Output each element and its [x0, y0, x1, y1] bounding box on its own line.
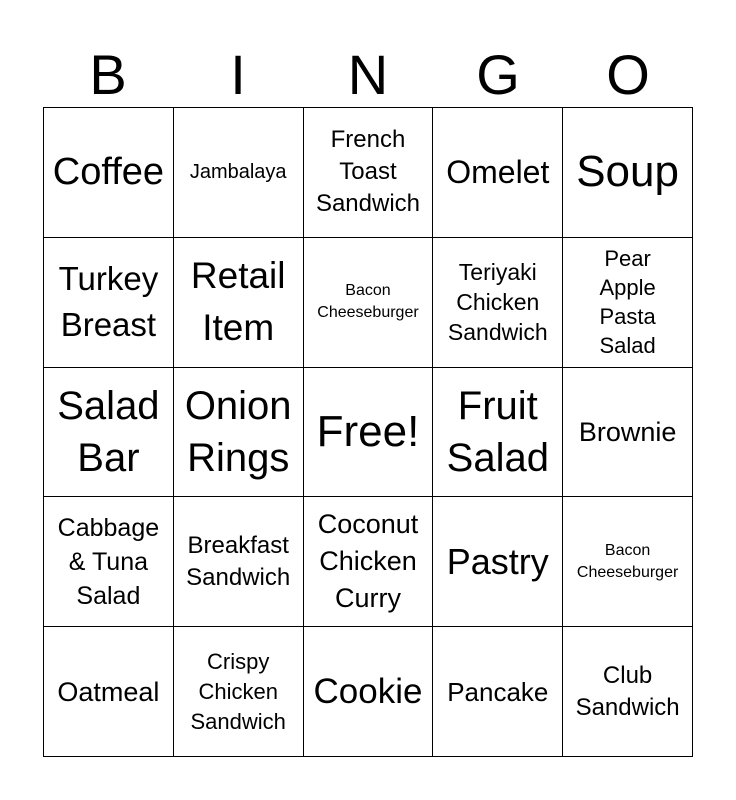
- cell-label: Pancake: [447, 676, 549, 707]
- bingo-cell-r1c5[interactable]: [563, 108, 693, 238]
- cell-label: Retail Item: [190, 255, 286, 349]
- bingo-cell-r5c3[interactable]: [304, 627, 434, 757]
- cell-label: Fruit Salad: [446, 383, 549, 480]
- cell-label: Bacon Cheeseburger: [317, 282, 419, 322]
- header-letter-g: G: [476, 43, 520, 106]
- bingo-cell-r4c5[interactable]: [563, 497, 693, 627]
- cell-label: Jambalaya: [189, 161, 287, 184]
- bingo-cell-r3c5[interactable]: [563, 368, 693, 498]
- bingo-cell-r2c4[interactable]: [433, 238, 563, 368]
- bingo-header: [43, 44, 693, 106]
- free-space-label: Free!: [316, 406, 420, 456]
- bingo-cell-r4c2[interactable]: [174, 497, 304, 627]
- cell-label: Salad Bar: [57, 383, 160, 480]
- bingo-cell-r1c2[interactable]: [174, 108, 304, 238]
- header-letter-o: O: [606, 43, 650, 106]
- cell-label: Pear Apple Pasta Salad: [599, 246, 656, 359]
- bingo-cell-r5c4[interactable]: [433, 627, 563, 757]
- bingo-cell-r2c2[interactable]: [174, 238, 304, 368]
- bingo-cell-r4c1[interactable]: [44, 497, 174, 627]
- cell-label: French Toast Sandwich: [315, 126, 421, 218]
- cell-label: Oatmeal: [57, 676, 160, 707]
- cell-label: Cookie: [313, 671, 423, 711]
- cell-label: Turkey Breast: [58, 260, 159, 344]
- bingo-cell-r5c5[interactable]: [563, 627, 693, 757]
- bingo-cell-r5c2[interactable]: [174, 627, 304, 757]
- bingo-cell-r3c4[interactable]: [433, 368, 563, 498]
- cell-label: Cabbage & Tuna Salad: [57, 513, 160, 610]
- cell-label: Pastry: [446, 540, 549, 582]
- cell-label: Soup: [576, 147, 679, 197]
- cell-label: Brownie: [578, 416, 677, 447]
- header-letter-n: N: [347, 43, 389, 106]
- cell-label: Teriyaki Chicken Sandwich: [447, 259, 548, 346]
- bingo-cell-r2c3[interactable]: [304, 238, 434, 368]
- cell-label: Crispy Chicken Sandwich: [190, 648, 286, 734]
- header-letter-i: I: [230, 43, 246, 106]
- bingo-cell-r1c1[interactable]: [44, 108, 174, 238]
- bingo-cell-r2c1[interactable]: [44, 238, 174, 368]
- cell-label: Onion Rings: [184, 383, 292, 480]
- bingo-card-grid: [43, 107, 693, 757]
- cell-label: Coconut Chicken Curry: [317, 509, 419, 614]
- cell-label: Club Sandwich: [575, 661, 680, 721]
- header-letter-b: B: [89, 43, 127, 106]
- cell-label: Breakfast Sandwich: [186, 531, 291, 591]
- bingo-cell-r4c4[interactable]: [433, 497, 563, 627]
- bingo-cell-r3c2[interactable]: [174, 368, 304, 498]
- cell-label: Omelet: [446, 154, 550, 191]
- bingo-cell-r3c1[interactable]: [44, 368, 174, 498]
- bingo-cell-r2c5[interactable]: [563, 238, 693, 368]
- cell-label: Coffee: [52, 151, 165, 194]
- bingo-cell-r1c3[interactable]: [304, 108, 434, 238]
- bingo-cell-r1c4[interactable]: [433, 108, 563, 238]
- bingo-cell-r4c3[interactable]: [304, 497, 434, 627]
- free-space-cell[interactable]: [304, 368, 434, 498]
- bingo-cell-r5c1[interactable]: [44, 627, 174, 757]
- cell-label: Bacon Cheeseburger: [576, 541, 679, 581]
